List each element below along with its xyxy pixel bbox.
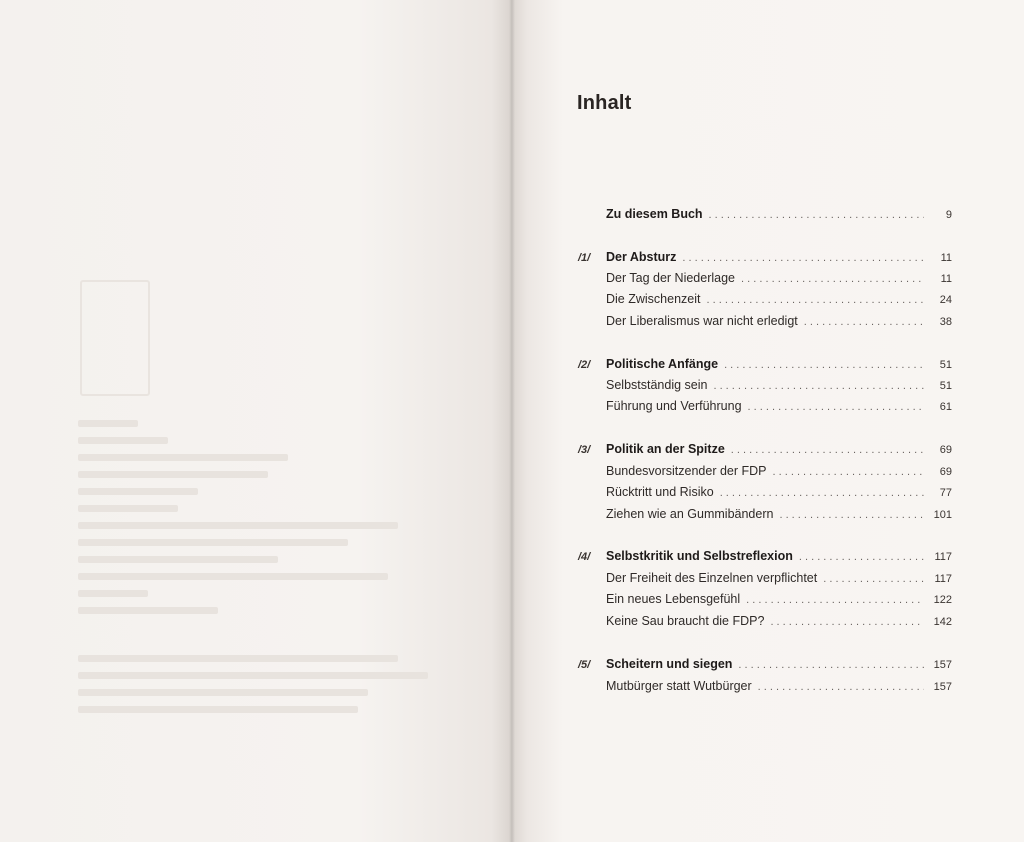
- entry-title: Zu diesem Buch: [606, 207, 703, 221]
- dot-leader: [706, 294, 924, 306]
- entry-title: Ein neues Lebensgefühl: [606, 592, 741, 606]
- fsc-logo-ghost: [80, 280, 150, 396]
- page-number: 77: [939, 487, 952, 499]
- dot-leader: [799, 551, 924, 563]
- entry-title: Der Freiheit des Einzelnen verpflichtet: [606, 571, 818, 585]
- chapter-number: /3/: [578, 444, 591, 456]
- toc-chapter-entry: [578, 250, 952, 270]
- entry-title: Mutbürger statt Wutbürger: [606, 679, 752, 693]
- dot-leader: [713, 380, 924, 392]
- dot-leader: [823, 573, 924, 585]
- right-page: [512, 0, 1024, 842]
- toc-entry: [578, 207, 952, 227]
- entry-title: Selbstständig sein: [606, 378, 708, 392]
- toc-chapter-entry: [578, 442, 952, 462]
- toc-entry: [578, 485, 952, 505]
- toc-chapter-entry: [578, 357, 952, 377]
- toc-title: Inhalt: [577, 92, 632, 114]
- entry-title: Rücktritt und Risiko: [606, 485, 714, 499]
- page-number: 24: [939, 294, 952, 306]
- dot-leader: [770, 616, 924, 628]
- entry-title: Keine Sau braucht die FDP?: [606, 614, 765, 628]
- imprint-ghost-text: [78, 420, 398, 624]
- page-number: 51: [939, 359, 952, 371]
- toc-entry: [578, 464, 952, 484]
- page-number: 69: [939, 444, 952, 456]
- entry-title: Ziehen wie an Gummibändern: [606, 507, 774, 521]
- entry-title: Politik an der Spitze: [606, 442, 725, 456]
- toc-entry: [578, 614, 952, 634]
- page-number: 51: [939, 380, 952, 392]
- entry-title: Selbstkritik und Selbstreflexion: [606, 549, 793, 563]
- dot-leader: [741, 273, 924, 285]
- entry-title: Der Tag der Niederlage: [606, 271, 736, 285]
- page-number: 11: [940, 273, 952, 285]
- toc-entry: [578, 399, 952, 419]
- dot-leader: [804, 316, 924, 328]
- toc-chapter-entry: [578, 549, 952, 569]
- dot-leader: [779, 509, 924, 521]
- page-number: 117: [934, 551, 952, 563]
- dot-leader: [682, 252, 924, 264]
- page-number: 122: [933, 594, 952, 606]
- dot-leader: [758, 681, 924, 693]
- dot-leader: [746, 594, 924, 606]
- entry-title: Scheitern und siegen: [606, 657, 733, 671]
- dot-leader: [720, 487, 924, 499]
- page-number: 11: [940, 252, 952, 264]
- book-gutter: [509, 0, 515, 842]
- imprint-ghost-text-2: [78, 655, 428, 723]
- dot-leader: [709, 209, 924, 221]
- page-number: 117: [934, 573, 952, 585]
- toc-entry: [578, 271, 952, 291]
- entry-title: Der Absturz: [606, 250, 677, 264]
- toc-entry: [578, 571, 952, 591]
- page-number: 157: [933, 681, 952, 693]
- entry-title: Politische Anfänge: [606, 357, 719, 371]
- page-number: 61: [939, 401, 952, 413]
- chapter-number: /4/: [578, 551, 591, 563]
- toc-entry: [578, 679, 952, 699]
- toc-chapter-entry: [578, 657, 952, 677]
- chapter-number: /5/: [578, 659, 591, 671]
- toc-entry: [578, 292, 952, 312]
- page-number: 69: [939, 466, 952, 478]
- dot-leader: [738, 659, 924, 671]
- dot-leader: [724, 359, 924, 371]
- toc-entry: [578, 592, 952, 612]
- page-number: 38: [939, 316, 952, 328]
- page-number: 101: [933, 509, 952, 521]
- entry-title: Bundesvorsitzender der FDP: [606, 464, 767, 478]
- entry-title: Führung und Verführung: [606, 399, 742, 413]
- dot-leader: [773, 466, 925, 478]
- chapter-number: /2/: [578, 359, 591, 371]
- toc-entry: [578, 314, 952, 334]
- page-number: 142: [933, 616, 952, 628]
- page-number: 9: [945, 209, 952, 221]
- toc-entry: [578, 507, 952, 527]
- entry-title: Die Zwischenzeit: [606, 292, 701, 306]
- dot-leader: [731, 444, 924, 456]
- chapter-number: /1/: [578, 252, 591, 264]
- page-number: 157: [933, 659, 952, 671]
- entry-title: Der Liberalismus war nicht erledigt: [606, 314, 798, 328]
- dot-leader: [748, 401, 924, 413]
- toc-entry: [578, 378, 952, 398]
